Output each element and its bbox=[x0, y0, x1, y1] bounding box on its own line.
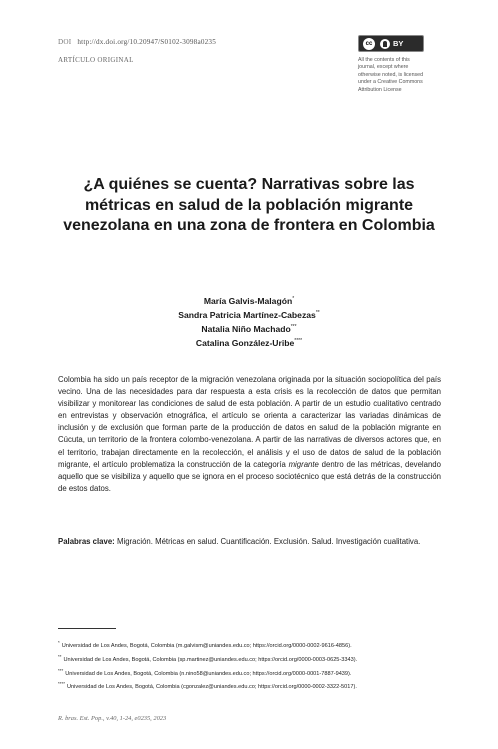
license-notice-line: All the contents of this bbox=[358, 57, 410, 63]
affiliation-mark: ** bbox=[315, 310, 320, 317]
author bbox=[58, 321, 440, 335]
keywords-text: Migración. Métricas en salud. Cuantificación. Exclusión. Salud. Investigación cualitativa. bbox=[116, 537, 421, 546]
author-name: Natalia Niño Machado bbox=[201, 323, 291, 334]
cc-by-license-badge[interactable] bbox=[358, 35, 424, 52]
affiliation-mark: **** bbox=[294, 338, 303, 345]
footnote-mark: *** bbox=[58, 667, 64, 673]
affiliation-mark: * bbox=[292, 296, 295, 302]
footnote bbox=[58, 666, 458, 680]
footnote-text: Universidad de Los Andes, Bogotá, Colombia (cgonzalez@uniandes.edu.co; https://orcid.org/0000-0002-3322-5017). bbox=[67, 684, 357, 691]
keywords-label: Palabras clave: bbox=[58, 537, 115, 546]
author-list bbox=[58, 293, 440, 349]
keywords bbox=[58, 536, 441, 548]
journal-citation: R. bras. Est. Pop., v.40, 1-24, e0235, 2023 bbox=[58, 715, 167, 722]
doi-line bbox=[58, 38, 216, 46]
by-label: BY bbox=[393, 39, 404, 48]
author bbox=[58, 293, 440, 307]
doi-link[interactable]: http://dx.doi.org/10.20947/S0102-3098a0235 bbox=[77, 38, 217, 46]
footnote bbox=[58, 638, 458, 652]
footnotes bbox=[58, 638, 458, 693]
author bbox=[58, 335, 440, 349]
abstract bbox=[58, 374, 441, 495]
abstract-text-end: dentro de las métricas, develando aquello que se visibiliza y aquello que se ignora en el proceso sociotécnico que está detrás de la construcción de estos datos. bbox=[58, 459, 441, 493]
affiliation-mark: *** bbox=[290, 324, 297, 331]
author-name: Sandra Patricia Martínez-Cabezas bbox=[178, 309, 316, 320]
license-notice-line: journal, except where bbox=[358, 64, 409, 71]
footnote-mark: **** bbox=[58, 681, 66, 687]
footnote-mark: * bbox=[58, 640, 60, 645]
license-notice-line: under a Creative Commons bbox=[358, 79, 423, 86]
abstract-emphasis: migrante bbox=[288, 459, 319, 469]
footnote-text: Universidad de Los Andes, Bogotá, Colombia (m.galvism@uniandes.edu.co; https://orcid.org/0000-0002-9616-4856). bbox=[61, 642, 352, 649]
author bbox=[58, 307, 440, 321]
license-notice bbox=[358, 57, 458, 94]
attribution-person-icon bbox=[380, 39, 390, 49]
footnote-mark: ** bbox=[58, 653, 62, 659]
article-title: ¿A quiénes se cuenta? Narrativas sobre las métricas en salud de la población migrante venezolana en una zona de frontera en Colombia bbox=[63, 176, 435, 234]
doi-label: DOI bbox=[58, 38, 72, 46]
footnote-text: Universidad de Los Andes, Bogotá, Colombia (n.nino58@uniandes.edu.co; https://orcid.org/0000-0001-7887-9439). bbox=[65, 670, 352, 677]
license-notice-line: otherwise noted, is licensed bbox=[358, 71, 424, 78]
section-label: ARTÍCULO ORIGINAL bbox=[58, 56, 134, 64]
footnote-divider bbox=[58, 628, 116, 629]
footnote bbox=[58, 652, 458, 666]
creative-commons-icon: cc bbox=[363, 38, 375, 50]
footnote bbox=[58, 679, 458, 693]
author-name: María Galvis-Malagón bbox=[203, 295, 293, 306]
license-notice-line: Attribution License bbox=[358, 86, 402, 93]
abstract-text: Colombia ha sido un país receptor de la migración venezolana originada por la situación sociopolítica del país vecino. Una de las necesidades para dar respuesta a esta crisis es la recolección de datos que permitan visibilizar y monitorear las condiciones de salud de esta población. A partir de un estudio cualitativo centrado en entrevistas y observación etnográfica, el artículo se orienta a caracterizar las variadas dinámicas de inclusión y de exclusión que forman parte de la producción de datos en salud de la población migrante en Cúcuta, un territorio de la frontera colombo-venezolana. A partir de las narrativas de diversos actores que, en el territorio, trabajan directamente en la recolección, el análisis y el uso de datos de salud de la población migrante, el artículo problematiza la construcción de la categoría bbox=[58, 375, 441, 469]
footnote-text: Universidad de Los Andes, Bogotá, Colombia (sp.martinez@uniandes.edu.co; https://orcid.org/0000-0003-0625-3343). bbox=[63, 656, 358, 663]
author-name: Catalina González-Uribe bbox=[195, 338, 295, 349]
